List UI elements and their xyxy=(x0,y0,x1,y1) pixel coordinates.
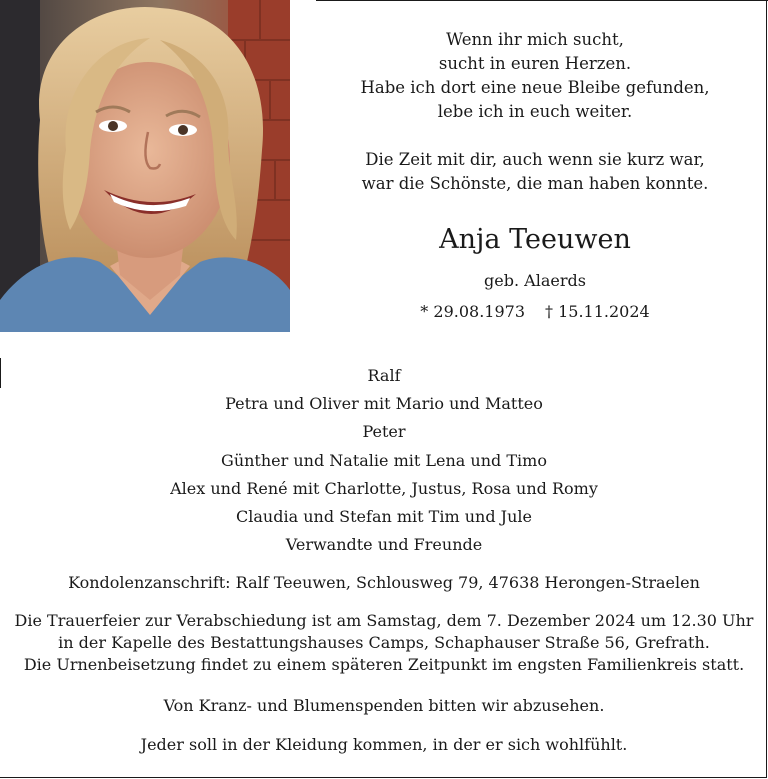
top-rule xyxy=(316,0,768,1)
flowers-note-text: Von Kranz- und Blumenspenden bitten wir abzusehen. xyxy=(163,696,605,715)
poem-line: Wenn ihr mich sucht, xyxy=(446,30,624,49)
poem-line: lebe ich in euch weiter. xyxy=(437,102,633,121)
portrait-photo xyxy=(0,0,290,332)
poem-line: war die Schönste, die man haben konnte. xyxy=(361,174,709,193)
family-line: Peter xyxy=(362,422,406,442)
flowers-note xyxy=(0,694,768,718)
ceremony-line: Die Trauerfeier zur Verabschiedung ist am Samstag, dem 7. Dezember 2024 um 12.30 Uhr xyxy=(14,611,754,630)
ceremony-details xyxy=(0,610,768,676)
birth-name: geb. Alaerds xyxy=(484,271,586,290)
family-line: Verwandte und Freunde xyxy=(285,535,483,555)
poem-line: Die Zeit mit dir, auch wenn sie kurz war, xyxy=(365,150,705,169)
birth-date: * 29.08.1973 xyxy=(420,302,525,321)
dress-note xyxy=(0,733,768,757)
family-line: Alex und René mit Charlotte, Justus, Rosa und Romy xyxy=(170,478,598,498)
poem-line: Habe ich dort eine neue Bleibe gefunden, xyxy=(360,78,710,97)
ceremony-line: in der Kapelle des Bestattungshauses Camps, Schaphauser Straße 56, Grefrath. xyxy=(58,633,710,652)
poem-line: sucht in euren Herzen. xyxy=(438,54,632,73)
condolence-address-text: Kondolenzanschrift: Ralf Teeuwen, Schlousweg 79, 47638 Herongen-Straelen xyxy=(68,573,700,592)
family-line: Claudia und Stefan mit Tim und Jule xyxy=(236,507,532,527)
right-column xyxy=(316,28,754,323)
family-line: Ralf xyxy=(367,366,401,385)
death-date: † 15.11.2024 xyxy=(545,302,650,321)
dress-note-text: Jeder soll in der Kleidung kommen, in der er sich wohlfühlt. xyxy=(140,735,628,754)
family-list xyxy=(0,362,768,559)
life-dates xyxy=(316,301,754,323)
smiling-woman-portrait-icon xyxy=(0,0,290,332)
family-line: Petra und Oliver mit Mario und Matteo xyxy=(225,394,543,414)
ceremony-line: Die Urnenbeisetzung findet zu einem späteren Zeitpunkt im engsten Familienkreis statt. xyxy=(23,655,745,674)
deceased-name: Anja Teeuwen xyxy=(439,224,631,255)
family-line: Günther und Natalie mit Lena und Timo xyxy=(221,450,547,470)
condolence-address xyxy=(0,571,768,595)
poem xyxy=(316,28,754,196)
